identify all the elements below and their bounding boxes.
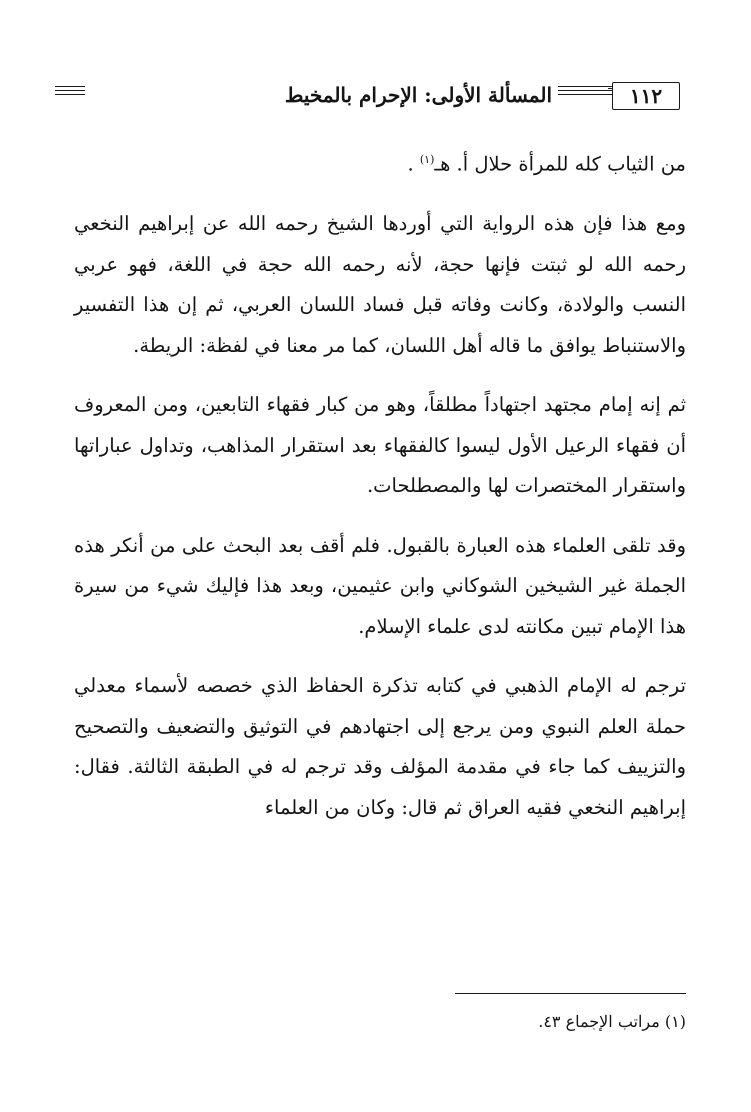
paragraph-5: ترجم له الإمام الذهبي في كتابه تذكرة الحفاظ الذي خصصه لأسماء معدلي حملة العلم النبوي ومن يرجع إلى اجتهادهم في التوثيق والتضعيف والتصحيح والتزييف كما جاء في مقدمة المؤلف وقد ترجم له في الطبقة الثالثة. فقال: إبراهيم النخعي فقيه العراق ثم قال: وكان من العلماء xyxy=(74,674,686,819)
page-number: ١١٢ xyxy=(612,82,680,110)
paragraph-1 xyxy=(74,140,686,185)
header-rule-left-3 xyxy=(55,94,85,95)
paragraph-2: ومع هذا فإن هذه الرواية التي أوردها الشيخ رحمه الله عن إبراهيم النخعي رحمه الله لو ثبتت فإنها حجة، لأنه رحمه الله حجة في اللغة، فهو عربي النسب والولادة، وكانت وفاته قبل فساد اللسان العربي، ثم إن هذا التفسير والاستنباط يوافق ما قاله أهل اللسان، كما مر معنا في لفظة: الريطة. xyxy=(74,212,686,357)
footnote-rule xyxy=(455,993,686,994)
page-body xyxy=(74,140,686,847)
header-rule-left-2 xyxy=(55,90,85,91)
running-header xyxy=(55,82,680,112)
paragraph-4: وقد تلقى العلماء هذه العبارة بالقبول. فلم أقف بعد البحث على من أنكر هذه الجملة غير الشيخين الشوكاني وابن عثيمين، وبعد هذا فإليك شيء من سيرة هذا الإمام تبين مكانته لدى علماء الإسلام. xyxy=(74,533,686,638)
paragraph-1-end: . xyxy=(407,152,420,176)
footnote-ref: (١) xyxy=(419,153,435,166)
footnote: (١) مراتب الإجماع ٤٣. xyxy=(538,1012,686,1031)
header-rule-left-1 xyxy=(55,86,85,87)
running-title: المسألة الأولى: الإحرام بالمخيط xyxy=(279,82,558,108)
paragraph-1-text: من الثياب كله للمرأة حلال أ. هـ xyxy=(434,152,686,176)
paragraph-3: ثم إنه إمام مجتهد اجتهاداً مطلقاً، وهو من كبار فقهاء التابعين، ومن المعروف أن فقهاء الرعيل الأول ليسوا كالفقهاء بعد استقرار المذاهب، وتداول عباراتها واستقرار المختصرات لها والمصطلحات. xyxy=(74,393,686,497)
